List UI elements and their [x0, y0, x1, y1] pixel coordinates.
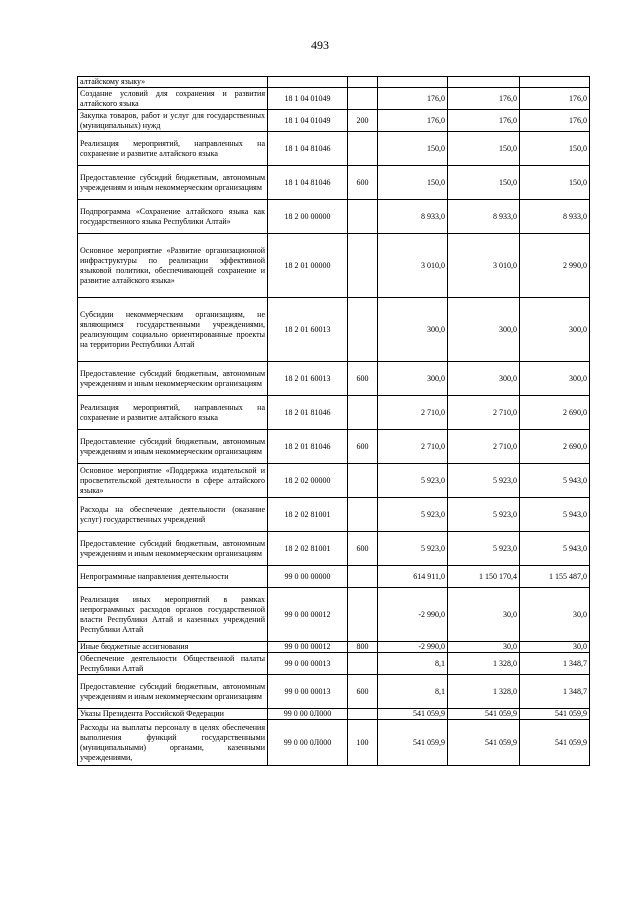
amount-year-2-cell: 1 328,0 [448, 675, 520, 709]
target-code-cell: 99 0 00 00012 [268, 588, 348, 642]
table-row [78, 653, 590, 675]
amount-year-1-cell: 2 710,0 [378, 396, 448, 430]
row-name-cell: Расходы на обеспечение деятельности (оказание услуг) государственных учреждений [78, 498, 268, 532]
expense-type-cell [348, 200, 378, 234]
target-code-cell: 18 2 02 81001 [268, 498, 348, 532]
row-name-cell: Основное мероприятие «Развитие организационной инфраструктуры по реализации эффективной языковой политики, обеспечивающей сохранение и развитие алтайского языка» [78, 234, 268, 298]
amount-year-3-cell: 150,0 [520, 166, 590, 200]
amount-year-1-cell: 8,1 [378, 653, 448, 675]
target-code-cell: 99 0 00 00013 [268, 653, 348, 675]
table-row [78, 200, 590, 234]
amount-year-3-cell: 541 059,9 [520, 709, 590, 720]
expense-type-cell [348, 234, 378, 298]
target-code-cell: 18 2 01 81046 [268, 430, 348, 464]
budget-table [77, 76, 590, 766]
expense-type-cell [348, 396, 378, 430]
amount-year-3-cell: 2 690,0 [520, 430, 590, 464]
expense-type-cell [348, 88, 378, 110]
amount-year-2-cell [448, 77, 520, 88]
amount-year-3-cell: 300,0 [520, 362, 590, 396]
amount-year-3-cell: 30,0 [520, 642, 590, 653]
amount-year-3-cell: 2 990,0 [520, 234, 590, 298]
amount-year-2-cell: 176,0 [448, 88, 520, 110]
amount-year-1-cell: 2 710,0 [378, 430, 448, 464]
amount-year-1-cell: 176,0 [378, 110, 448, 132]
amount-year-1-cell: 541 059,9 [378, 720, 448, 766]
page-number: 493 [311, 38, 329, 52]
table-row [78, 642, 590, 653]
amount-year-3-cell: 8 933,0 [520, 200, 590, 234]
amount-year-2-cell: 2 710,0 [448, 396, 520, 430]
amount-year-3-cell: 30,0 [520, 588, 590, 642]
expense-type-cell [348, 566, 378, 588]
amount-year-1-cell: -2 990,0 [378, 588, 448, 642]
amount-year-2-cell: 1 328,0 [448, 653, 520, 675]
expense-type-cell: 800 [348, 642, 378, 653]
row-name-cell: Расходы на выплаты персоналу в целях обеспечения выполнения функций государственными (муниципальными) органами, казенными учреждениями, [78, 720, 268, 766]
target-code-cell: 18 2 01 81046 [268, 396, 348, 430]
expense-type-cell: 600 [348, 675, 378, 709]
amount-year-3-cell: 150,0 [520, 132, 590, 166]
amount-year-2-cell: 150,0 [448, 132, 520, 166]
target-code-cell: 18 2 02 81001 [268, 532, 348, 566]
amount-year-2-cell: 2 710,0 [448, 430, 520, 464]
table-row [78, 498, 590, 532]
table-row [78, 298, 590, 362]
target-code-cell: 18 1 04 81046 [268, 166, 348, 200]
amount-year-1-cell: 176,0 [378, 88, 448, 110]
table-row [78, 464, 590, 498]
amount-year-1-cell: 150,0 [378, 132, 448, 166]
expense-type-cell: 200 [348, 110, 378, 132]
amount-year-2-cell: 5 923,0 [448, 498, 520, 532]
amount-year-2-cell: 3 010,0 [448, 234, 520, 298]
row-name-cell: Основное мероприятие «Поддержка издательской и просветительской деятельности в сфере алтайского языка» [78, 464, 268, 498]
target-code-cell: 18 2 01 00000 [268, 234, 348, 298]
target-code-cell: 99 0 00 00012 [268, 642, 348, 653]
target-code-cell: 99 0 00 00013 [268, 675, 348, 709]
row-name-cell: Непрограммные направления деятельности [78, 566, 268, 588]
target-code-cell: 18 1 04 81046 [268, 132, 348, 166]
table-row [78, 532, 590, 566]
target-code-cell: 18 2 01 60013 [268, 298, 348, 362]
table-row [78, 720, 590, 766]
amount-year-3-cell: 541 059,9 [520, 720, 590, 766]
target-code-cell [268, 77, 348, 88]
amount-year-3-cell [520, 77, 590, 88]
amount-year-2-cell: 300,0 [448, 362, 520, 396]
row-name-cell: Обеспечение деятельности Общественной палаты Республики Алтай [78, 653, 268, 675]
row-name-cell: Предоставление субсидий бюджетным, автономным учреждениям и иным некоммерческим организациям [78, 532, 268, 566]
amount-year-1-cell: 300,0 [378, 298, 448, 362]
row-name-cell: алтайскому языку» [78, 77, 268, 88]
row-name-cell: Подпрограмма «Сохранение алтайского языка как государственного языка Республики Алтай» [78, 200, 268, 234]
amount-year-2-cell: 541 059,9 [448, 720, 520, 766]
table-row [78, 234, 590, 298]
expense-type-cell: 600 [348, 362, 378, 396]
expense-type-cell [348, 298, 378, 362]
target-code-cell: 18 1 04 01049 [268, 88, 348, 110]
row-name-cell: Предоставление субсидий бюджетным, автономным учреждениям и иным некоммерческим организациям [78, 362, 268, 396]
table-row [78, 709, 590, 720]
amount-year-3-cell: 5 943,0 [520, 498, 590, 532]
amount-year-3-cell: 5 943,0 [520, 464, 590, 498]
expense-type-cell: 600 [348, 430, 378, 464]
amount-year-1-cell: 5 923,0 [378, 498, 448, 532]
expense-type-cell [348, 132, 378, 166]
table-row [78, 675, 590, 709]
amount-year-3-cell: 1 348,7 [520, 653, 590, 675]
row-name-cell: Предоставление субсидий бюджетным, автономным учреждениям и иным некоммерческим организациям [78, 675, 268, 709]
table-row [78, 166, 590, 200]
row-name-cell: Субсидии некоммерческим организациям, не являющимся государственными учреждениями, реализующим социально ориентированные проекты на территории Республики Алтай [78, 298, 268, 362]
table-row [78, 77, 590, 88]
target-code-cell: 18 2 01 60013 [268, 362, 348, 396]
target-code-cell: 18 1 04 01049 [268, 110, 348, 132]
row-name-cell: Создание условий для сохранения и развития алтайского языка [78, 88, 268, 110]
table-row [78, 588, 590, 642]
amount-year-3-cell: 176,0 [520, 88, 590, 110]
amount-year-3-cell: 1 155 487,0 [520, 566, 590, 588]
expense-type-cell [348, 653, 378, 675]
expense-type-cell [348, 709, 378, 720]
amount-year-3-cell: 1 348,7 [520, 675, 590, 709]
row-name-cell: Предоставление субсидий бюджетным, автономным учреждениям и иным некоммерческим организациям [78, 430, 268, 464]
amount-year-2-cell: 8 933,0 [448, 200, 520, 234]
amount-year-1-cell: 5 923,0 [378, 464, 448, 498]
target-code-cell: 18 2 02 00000 [268, 464, 348, 498]
table-row [78, 132, 590, 166]
row-name-cell: Реализация иных мероприятий в рамках непрограммных расходов органов государственной власти Республики Алтай и казенных учреждений Республики Алтай [78, 588, 268, 642]
table-row [78, 362, 590, 396]
amount-year-2-cell: 30,0 [448, 642, 520, 653]
expense-type-cell [348, 77, 378, 88]
amount-year-1-cell: 541 059,9 [378, 709, 448, 720]
amount-year-2-cell: 30,0 [448, 588, 520, 642]
target-code-cell: 99 0 00 0Л000 [268, 709, 348, 720]
amount-year-3-cell: 300,0 [520, 298, 590, 362]
row-name-cell: Иные бюджетные ассигнования [78, 642, 268, 653]
expense-type-cell: 600 [348, 532, 378, 566]
expense-type-cell [348, 464, 378, 498]
amount-year-2-cell: 176,0 [448, 110, 520, 132]
amount-year-2-cell: 5 923,0 [448, 464, 520, 498]
amount-year-1-cell: -2 990,0 [378, 642, 448, 653]
row-name-cell: Реализация мероприятий, направленных на сохранение и развитие алтайского языка [78, 396, 268, 430]
target-code-cell: 18 2 00 00000 [268, 200, 348, 234]
amount-year-3-cell: 2 690,0 [520, 396, 590, 430]
amount-year-1-cell: 300,0 [378, 362, 448, 396]
table-row [78, 430, 590, 464]
amount-year-2-cell: 1 150 170,4 [448, 566, 520, 588]
target-code-cell: 99 0 00 00000 [268, 566, 348, 588]
amount-year-1-cell: 8,1 [378, 675, 448, 709]
amount-year-1-cell: 8 933,0 [378, 200, 448, 234]
amount-year-1-cell: 150,0 [378, 166, 448, 200]
amount-year-1-cell: 3 010,0 [378, 234, 448, 298]
row-name-cell: Предоставление субсидий бюджетным, автономным учреждениям и иным некоммерческим организациям [78, 166, 268, 200]
amount-year-1-cell: 5 923,0 [378, 532, 448, 566]
expense-type-cell [348, 498, 378, 532]
row-name-cell: Закупка товаров, работ и услуг для государственных (муниципальных) нужд [78, 110, 268, 132]
row-name-cell: Реализация мероприятий, направленных на сохранение и развитие алтайского языка [78, 132, 268, 166]
budget-table-body [78, 77, 590, 766]
table-row [78, 396, 590, 430]
amount-year-2-cell: 541 059,9 [448, 709, 520, 720]
expense-type-cell: 600 [348, 166, 378, 200]
expense-type-cell [348, 588, 378, 642]
table-row [78, 566, 590, 588]
amount-year-2-cell: 150,0 [448, 166, 520, 200]
amount-year-1-cell [378, 77, 448, 88]
row-name-cell: Указы Президента Российской Федерации [78, 709, 268, 720]
amount-year-1-cell: 614 911,0 [378, 566, 448, 588]
expense-type-cell: 100 [348, 720, 378, 766]
table-row [78, 110, 590, 132]
amount-year-3-cell: 176,0 [520, 110, 590, 132]
table-row [78, 88, 590, 110]
amount-year-2-cell: 300,0 [448, 298, 520, 362]
amount-year-2-cell: 5 923,0 [448, 532, 520, 566]
amount-year-3-cell: 5 943,0 [520, 532, 590, 566]
target-code-cell: 99 0 00 0Л000 [268, 720, 348, 766]
